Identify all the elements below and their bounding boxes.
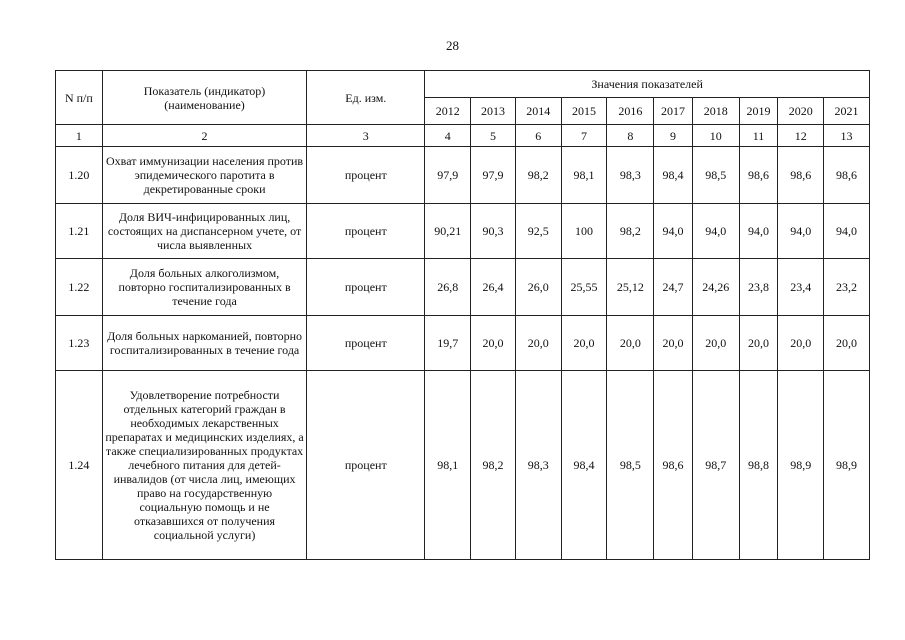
value-cell: 94,0	[778, 204, 824, 259]
header-year: 2017	[654, 98, 693, 125]
value-cell: 20,0	[692, 316, 739, 371]
header-year: 2013	[471, 98, 516, 125]
column-number: 5	[471, 125, 516, 147]
value-cell: 25,12	[607, 259, 654, 316]
table-row	[56, 147, 870, 204]
indicator-name: Доля больных наркоманией, повторно госпитализированных в течение года	[102, 316, 307, 371]
value-cell: 20,0	[471, 316, 516, 371]
row-number: 1.21	[56, 204, 103, 259]
value-cell: 92,5	[515, 204, 561, 259]
column-number: 2	[102, 125, 307, 147]
column-number: 3	[307, 125, 425, 147]
value-cell: 24,7	[654, 259, 693, 316]
column-number: 8	[607, 125, 654, 147]
row-number: 1.22	[56, 259, 103, 316]
value-cell: 94,0	[692, 204, 739, 259]
value-cell: 97,9	[471, 147, 516, 204]
column-numbers-row	[56, 125, 870, 147]
value-cell: 90,3	[471, 204, 516, 259]
column-number: 12	[778, 125, 824, 147]
header-row	[56, 71, 870, 98]
row-number: 1.24	[56, 371, 103, 560]
header-year: 2015	[561, 98, 607, 125]
indicator-name: Доля больных алкоголизмом, повторно госпитализированных в течение года	[102, 259, 307, 316]
value-cell: 26,0	[515, 259, 561, 316]
value-cell: 98,4	[561, 371, 607, 560]
value-cell: 98,9	[778, 371, 824, 560]
value-cell: 23,4	[778, 259, 824, 316]
column-number: 7	[561, 125, 607, 147]
value-cell: 20,0	[561, 316, 607, 371]
table-row	[56, 371, 870, 560]
value-cell: 20,0	[607, 316, 654, 371]
indicator-name: Доля ВИЧ-инфицированных лиц, состоящих на диспансерном учете, от числа выявленных	[102, 204, 307, 259]
value-cell: 98,7	[692, 371, 739, 560]
header-year: 2020	[778, 98, 824, 125]
header-num: N п/п	[56, 71, 103, 125]
header-values-group: Значения показателей	[425, 71, 870, 98]
value-cell: 90,21	[425, 204, 471, 259]
value-cell: 98,2	[607, 204, 654, 259]
value-cell: 19,7	[425, 316, 471, 371]
value-cell: 94,0	[824, 204, 870, 259]
value-cell: 98,1	[561, 147, 607, 204]
table-row	[56, 316, 870, 371]
value-cell: 98,2	[515, 147, 561, 204]
value-cell: 98,6	[778, 147, 824, 204]
header-year: 2014	[515, 98, 561, 125]
value-cell: 23,2	[824, 259, 870, 316]
value-cell: 94,0	[654, 204, 693, 259]
indicators-table	[55, 70, 870, 560]
value-cell: 98,5	[607, 371, 654, 560]
value-cell: 98,4	[654, 147, 693, 204]
table-row	[56, 204, 870, 259]
value-cell: 98,3	[607, 147, 654, 204]
value-cell: 20,0	[739, 316, 778, 371]
header-year: 2016	[607, 98, 654, 125]
column-number: 9	[654, 125, 693, 147]
value-cell: 26,8	[425, 259, 471, 316]
row-number: 1.20	[56, 147, 103, 204]
column-number: 4	[425, 125, 471, 147]
value-cell: 20,0	[824, 316, 870, 371]
column-number: 1	[56, 125, 103, 147]
table-row	[56, 259, 870, 316]
value-cell: 25,55	[561, 259, 607, 316]
value-cell: 26,4	[471, 259, 516, 316]
value-cell: 97,9	[425, 147, 471, 204]
unit-cell: процент	[307, 316, 425, 371]
value-cell: 94,0	[739, 204, 778, 259]
value-cell: 98,3	[515, 371, 561, 560]
value-cell: 20,0	[778, 316, 824, 371]
column-number: 11	[739, 125, 778, 147]
value-cell: 98,9	[824, 371, 870, 560]
header-year: 2018	[692, 98, 739, 125]
header-year: 2021	[824, 98, 870, 125]
indicator-name: Охват иммунизации населения против эпидемического паротита в декретированные сроки	[102, 147, 307, 204]
unit-cell: процент	[307, 204, 425, 259]
header-year: 2012	[425, 98, 471, 125]
value-cell: 100	[561, 204, 607, 259]
value-cell: 98,5	[692, 147, 739, 204]
unit-cell: процент	[307, 259, 425, 316]
value-cell: 20,0	[654, 316, 693, 371]
indicator-name: Удовлетворение потребности отдельных категорий граждан в необходимых лекарственных препаратах и медицинских изделиях, а также специализированных продуктах лечебного питания для детей-инвалидов (от числа лиц, имеющих право на государственную социальную помощь и не отказавшихся от получения социальной услуги)	[102, 371, 307, 560]
value-cell: 98,1	[425, 371, 471, 560]
header-indicator: Показатель (индикатор) (наименование)	[102, 71, 307, 125]
row-number: 1.23	[56, 316, 103, 371]
page-number: 28	[446, 38, 459, 53]
column-number: 13	[824, 125, 870, 147]
column-number: 10	[692, 125, 739, 147]
value-cell: 98,2	[471, 371, 516, 560]
header-year: 2019	[739, 98, 778, 125]
value-cell: 98,6	[824, 147, 870, 204]
header-unit: Ед. изм.	[307, 71, 425, 125]
value-cell: 23,8	[739, 259, 778, 316]
value-cell: 20,0	[515, 316, 561, 371]
column-number: 6	[515, 125, 561, 147]
value-cell: 98,6	[654, 371, 693, 560]
value-cell: 98,8	[739, 371, 778, 560]
value-cell: 98,6	[739, 147, 778, 204]
value-cell: 24,26	[692, 259, 739, 316]
unit-cell: процент	[307, 147, 425, 204]
unit-cell: процент	[307, 371, 425, 560]
